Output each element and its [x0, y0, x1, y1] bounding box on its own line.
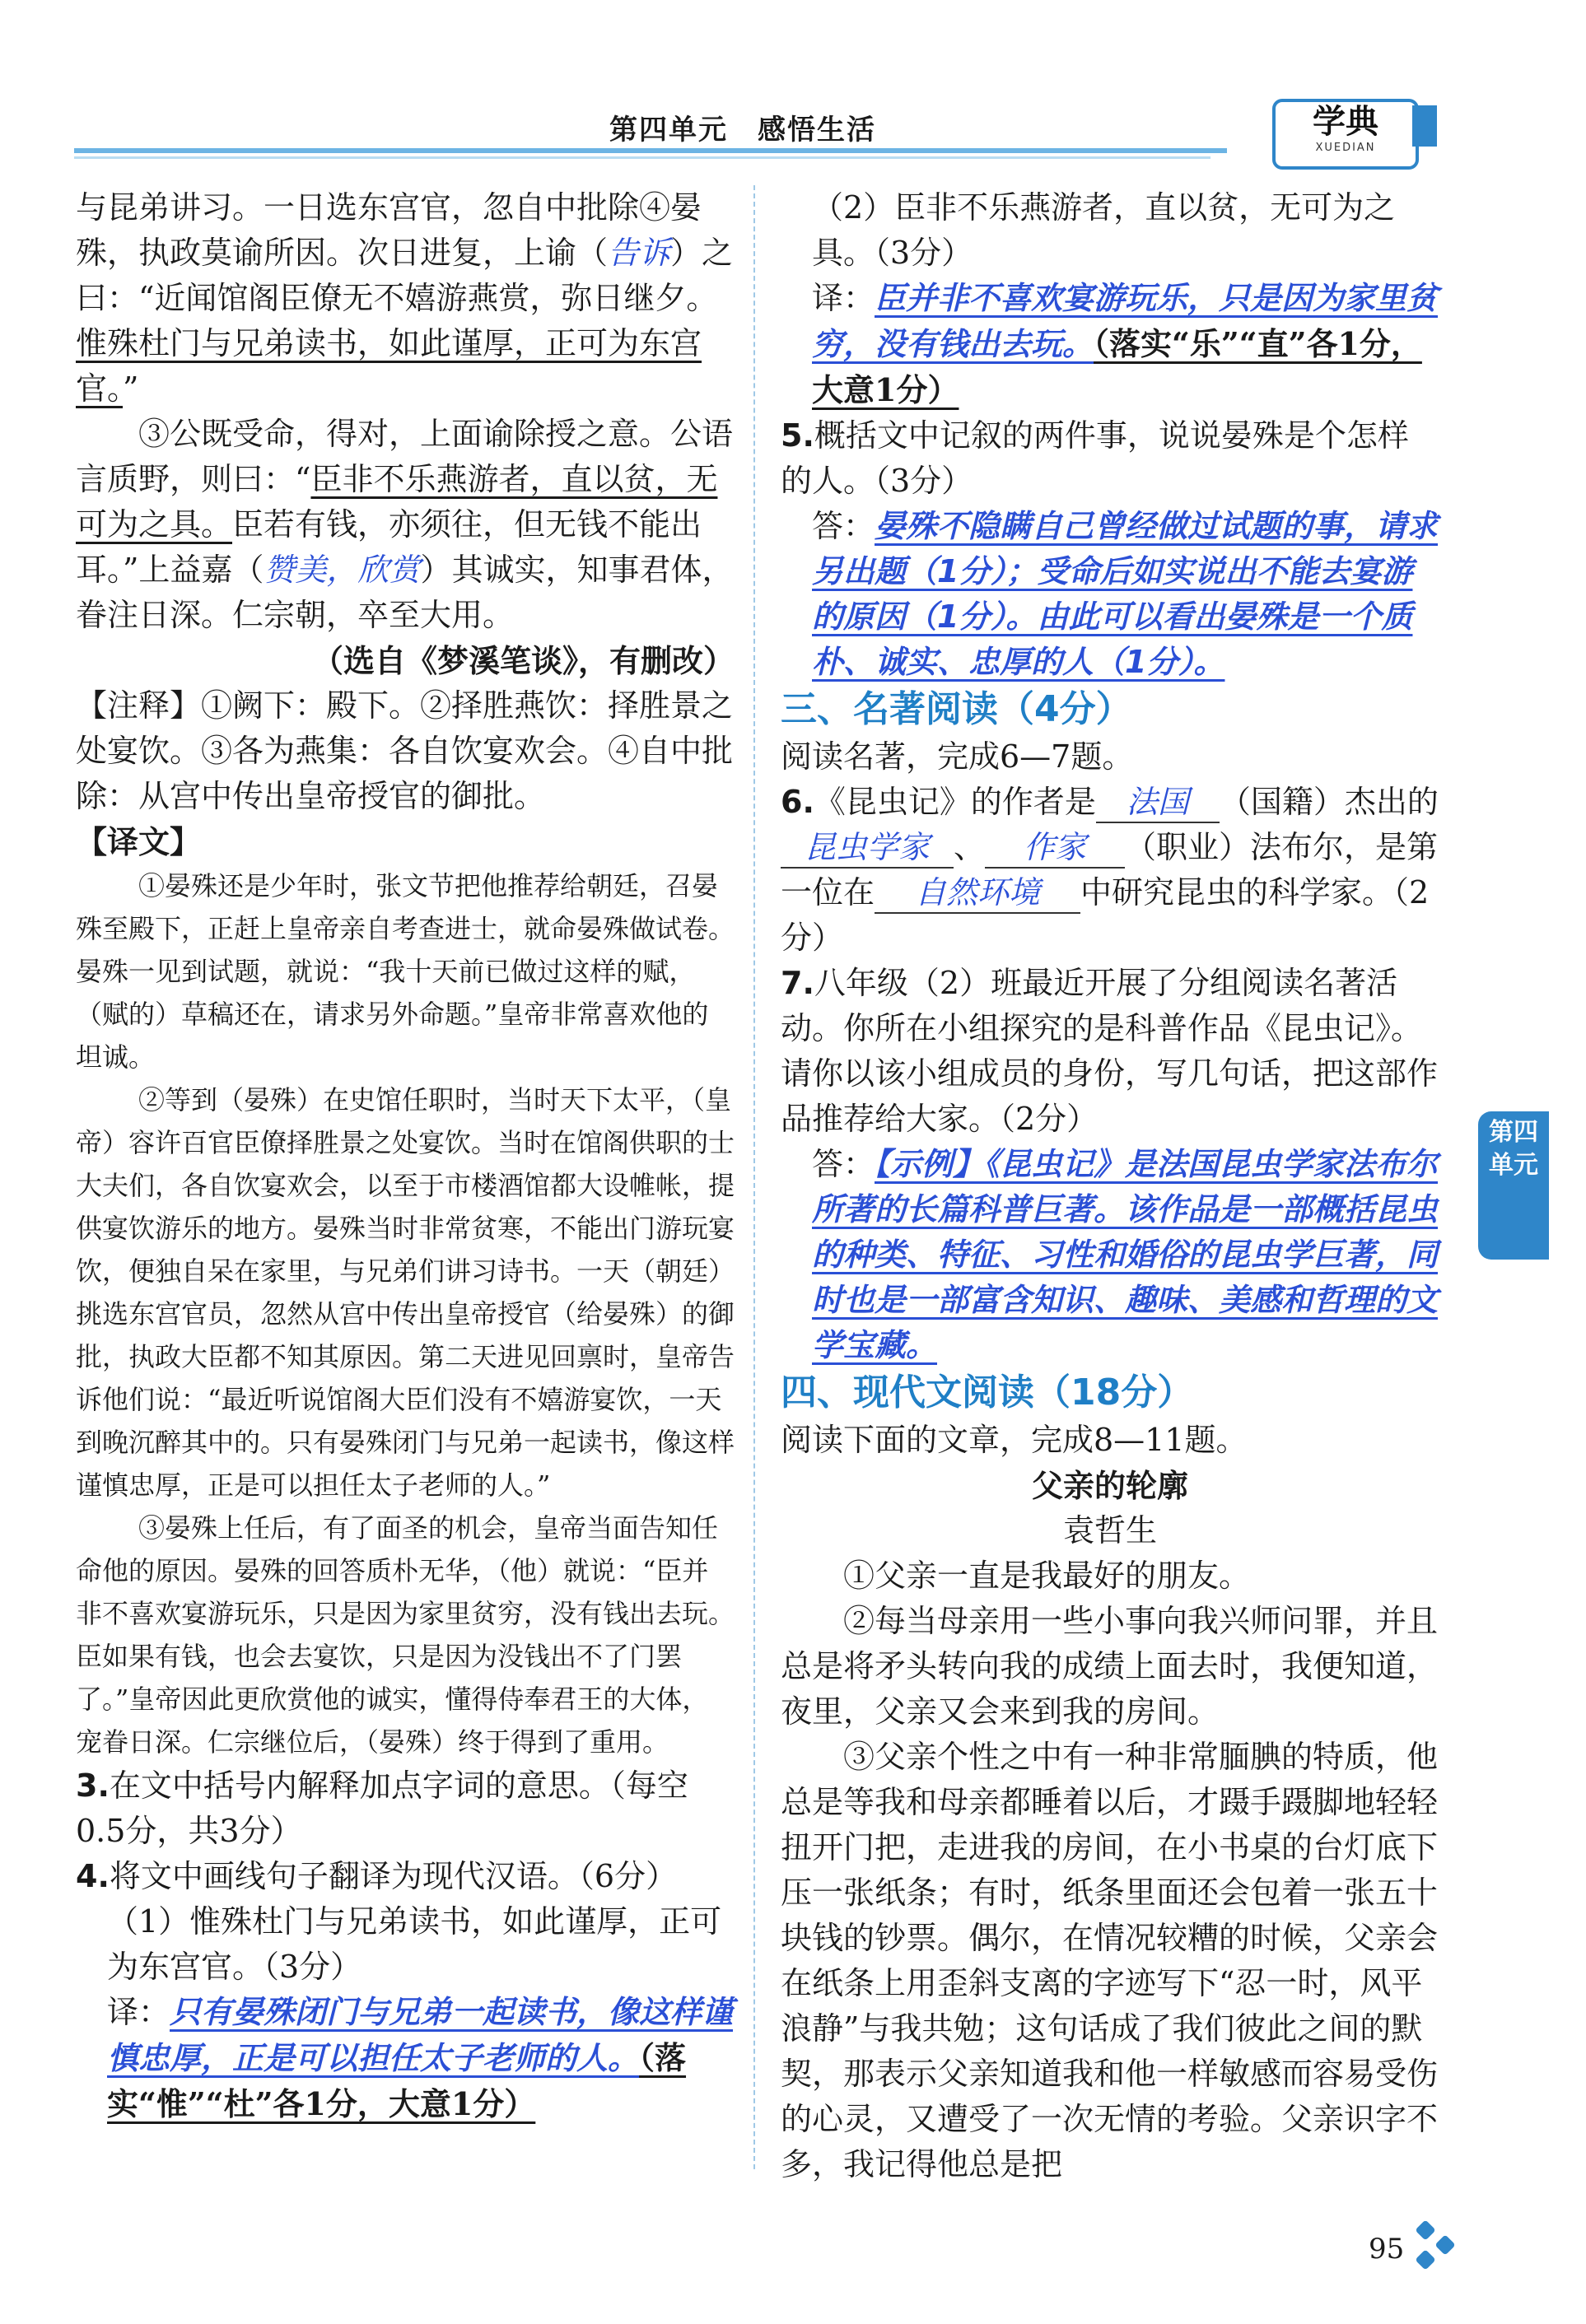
question-text: 将文中画线句子翻译为现代汉语。（6分）: [109, 1858, 678, 1894]
fill-blank-answer: 法国: [1096, 782, 1220, 823]
section-heading-4: 四、现代文阅读（18分）: [781, 1372, 1194, 1413]
answer-label: 译：: [107, 1994, 170, 2030]
article-para3: ③父亲个性之中有一种非常腼腆的特质，他总是等我和母亲都睡着以后，才蹑手蹑脚地轻轻扭开门把，走进我的房间，在小书桌的台灯底下压一张纸条；有时，纸条里面还会包着一张五十块钱的钞票。偶尔，在情况较糟的时候，父亲会在纸条上用歪斜支离的字迹写下“忍一时，风平浪静”与我共勉；这句话成了我们彼此之间的默契，那表示父亲知道我和他一样敏感而容易受伤的心灵，又遭受了一次无情的考验。父亲识字不多，我记得他总是把: [781, 1739, 1439, 2182]
logo-text: 学典: [1313, 102, 1378, 141]
header-rule-light: [74, 156, 1210, 159]
answer-7: [781, 1142, 1439, 1368]
logo-subtext: XUEDIAN: [1315, 142, 1376, 154]
brand-logo: [1272, 99, 1419, 170]
section-intro-4: 阅读下面的文章，完成8—11题。: [781, 1422, 1248, 1458]
fill-blank-answer: 昆虫学家: [781, 827, 954, 869]
right-column: [781, 185, 1439, 2187]
left-column: [76, 185, 735, 2127]
text: （国籍）杰出的: [1219, 784, 1439, 820]
text: 、: [954, 829, 986, 865]
question-number: 5.: [781, 417, 814, 454]
text: 与昆弟讲习。一日选东宫官，忽自中批除④晏殊，执政莫谕所因。次日进复，上谕（: [76, 189, 702, 271]
question-6: [781, 780, 1439, 961]
unit-title: 第四单元 感悟生活: [609, 114, 876, 147]
article-author: 袁哲生: [1062, 1512, 1157, 1549]
annotations: 【注释】①阙下：殿下。②择胜燕饮：择胜景之处宴饮。③各为燕集：各自饮宴欢会。④自中批除：从宫中传出皇帝授官的御批。: [76, 687, 734, 814]
text: ”: [123, 370, 139, 407]
handwritten-answer: 晏殊不隐瞒自己曾经做过试题的事，请求另出题（1分）；受命后如实说出不能去宴游的原因（1分）。由此可以看出晏殊是一个质朴、诚实、忠厚的人（1分）。: [812, 508, 1439, 680]
translation-heading: 【译文】: [76, 823, 202, 860]
question-text: 在文中括号内解释加点字词的意思。（每空0.5分，共3分）: [76, 1767, 688, 1849]
question-4-2: （2）臣非不乐燕游者，直以贫，无可为之具。（3分）: [812, 189, 1396, 271]
question-number: 3.: [76, 1767, 110, 1804]
source-citation: （选自《梦溪笔谈》，有删改）: [311, 642, 735, 679]
answer-4-2: [781, 276, 1439, 413]
translation-para1: ①晏殊还是少年时，张文节把他推荐给朝廷，召晏殊至殿下，正赶上皇帝亲自考查进士，就命晏殊做试卷。晏殊一见到试题，就说：“我十天前已做过这样的赋，（赋的）草稿还在，请求另外命题。”皇帝非常喜欢他的坦诚。: [76, 870, 735, 1073]
question-number: 6.: [781, 784, 814, 820]
text: ③公既受命，得对，上面谕除授之意。公语言质野，则曰：“: [76, 416, 734, 497]
answer-5: [781, 504, 1439, 685]
article-para1: ①父亲一直是我最好的朋友。: [843, 1558, 1251, 1594]
question-text: 概括文中记叙的两件事，说说晏殊是个怎样的人。（3分）: [781, 417, 1409, 499]
answer-label: 答：: [812, 508, 875, 544]
page-number: 95: [1369, 2233, 1405, 2266]
section-heading-3: 三、名著阅读（4分）: [781, 688, 1132, 730]
article-para2: ②每当母亲用一些小事向我兴师问罪，并且总是将矛头转向我的成绩上面去时，我便知道，夜里，父亲又会来到我的房间。: [781, 1603, 1439, 1730]
question-7: [781, 961, 1439, 1142]
text: ）之曰：“近闻馆阁臣僚无不嬉游燕赏，弥日继夕。: [76, 235, 734, 316]
text: 臣若有钱，亦须往，但无钱不能出耳。”上益嘉（: [76, 506, 702, 588]
underlined-sentence: 臣非不乐燕游者，直以贫，无可为之具。: [76, 461, 718, 543]
question-4: [76, 1854, 735, 1899]
text: ）其诚实，知事君体，眷注日深。仁宗朝，卒至大用。: [76, 552, 734, 633]
text: （职业）法布尔，是第一位在: [781, 829, 1439, 911]
handwritten-answer: 赞美，欣赏: [264, 552, 421, 588]
question-5: [781, 413, 1439, 504]
answer-label: 译：: [812, 280, 875, 316]
answer-4-1: [76, 1990, 735, 2127]
underlined-sentence: 惟殊杜门与兄弟读书，如此谨厚，正可为东宫官。: [76, 325, 702, 407]
unit-side-tab: 第四单元: [1478, 1111, 1549, 1260]
fill-blank-answer: 作家: [985, 827, 1125, 869]
decoration-icon: [1434, 2234, 1455, 2255]
answer-label: 答：: [812, 1146, 875, 1182]
translation-para3: ③晏殊上任后，有了面圣的机会，皇帝当面告知任命他的原因。晏殊的回答质朴无华，（他）就说：“臣并非不喜欢宴游玩乐，只是因为家里贫穷，没有钱出去玩。臣如果有钱，也会去宴饮，只是因为没钱出不了门罢了。”皇帝因此更欣赏他的诚实，懂得侍奉君王的大体，宠眷日深。仁宗继位后，（晏殊）终于得到了重用。: [76, 1512, 735, 1758]
translation-para2: ②等到（晏殊）在史馆任职时，当时天下太平，（皇帝）容许百官臣僚择胜景之处宴饮。当时在馆阁供职的士大夫们，各自饮宴欢会，以至于市楼酒馆都大设帷帐，提供宴饮游乐的地方。晏殊当时非常贫寒，不能出门游玩宴饮，便独自呆在家里，与兄弟们讲习诗书。一天（朝廷）挑选东宫官员，忽然从宫中传出皇帝授官（给晏殊）的御批，执政大臣都不知其原因。第二天进见回禀时，皇帝告诉他们说：“最近听说馆阁大臣们没有不嬉游宴饮，一天到晚沉醉其中的。只有晏殊闭门与兄弟一起读书，像这样谨慎忠厚，正是可以担任太子老师的人。”: [76, 1084, 735, 1501]
column-divider: [753, 185, 755, 2169]
handwritten-answer: 告诉: [608, 235, 671, 271]
logo-decoration: [1412, 105, 1437, 147]
question-number: 7.: [781, 965, 814, 1001]
text: 中研究昆虫的科学家。（2分）: [781, 874, 1430, 956]
question-text: 八年级（2）班最近开展了分组阅读名著活动。你所在小组探究的是科普作品《昆虫记》。请你以该小组成员的身份，写几句话，把这部作品推荐给大家。（2分）: [781, 965, 1439, 1137]
header-rule: [74, 148, 1227, 153]
classical-text-para1: [76, 185, 735, 412]
decoration-icon: [1415, 2249, 1435, 2270]
question-number: 4.: [76, 1858, 110, 1894]
handwritten-answer: 臣并非不喜欢宴游玩乐，只是因为家里贫穷，没有钱出去玩。: [812, 280, 1439, 362]
text: 《昆虫记》的作者是: [814, 784, 1096, 820]
page-header: [0, 0, 1586, 173]
article-title: 父亲的轮廓: [1031, 1467, 1188, 1504]
decoration-icon: [1415, 2219, 1435, 2240]
classical-text-para2: [76, 412, 735, 638]
score-note: （落实“惟”“杜”各1分，大意1分）: [107, 2039, 687, 2122]
section-intro-3: 阅读名著，完成6—7题。: [781, 738, 1134, 775]
score-note: （落实“乐”“直”各1分，大意1分）: [812, 325, 1422, 408]
handwritten-answer: 只有晏殊闭门与兄弟一起读书，像这样谨慎忠厚，正是可以担任太子老师的人。: [107, 1994, 734, 2076]
fill-blank-answer: 自然环境: [875, 873, 1080, 914]
question-3: [76, 1763, 735, 1854]
handwritten-answer: 【示例】《昆虫记》是法国昆虫学家法布尔所著的长篇科普巨著。该作品是一部概括昆虫的种类、特征、习性和婚俗的昆虫学巨著，同时也是一部富含知识、趣味、美感和哲理的文学宝藏。: [812, 1146, 1439, 1363]
question-4-1: （1）惟殊杜门与兄弟读书，如此谨厚，正可为东宫官。（3分）: [107, 1903, 722, 1985]
